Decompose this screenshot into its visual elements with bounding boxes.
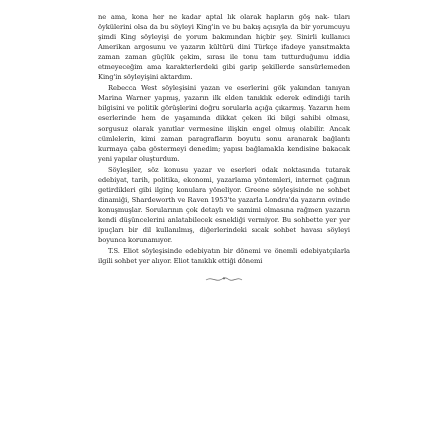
body-text — [98, 12, 350, 266]
paragraph-3: Söyleşiler, söz konusu yazar ve eserleri odak noktasında tutarak edebiyat, tarih, politika, ekonomi, yazarlama yöntemleri, internet çağının getirdikleri gibi ilginç konulara yöneliyor. Greene söyleşisinde ne sohbet dinamiği, Shardeworth ve Raven 1953'te yazarla Londra'da yazarın evinde konuşmuşlar. Sorularının çok detaylı ve samimi olmasına rağmen yazarın kendi düşüncelerini anlatabilecek esnekliği vermiyor. Bu sohbette yer yer ipuçları bir dil kullanılmış, diğerlerindeki sıcak sohbet havası söyleyi boyunca korunamıyor. — [98, 165, 350, 245]
paragraph-4: T.S. Eliot söyleşisinde edebiyatın bir dönemi ve önemli edebiyatçılarla ilgili sohbet yer alıyor. Eliot tanıklık ettiği dönemi — [98, 247, 350, 266]
paragraph-2: Rebecca West söyleşisini yazan ve eserlerini gök yakından tanıyan Marina Warner yapmış, yazarın ilk elden tanıklık ederek edindiği tarih bilgisini ve politik görüşlerini doğru sorularla açığa çıkarmış. Yazarın hem eserlerinde hem de yaşamında dikkat çeken iki bilgi sahibi olması, sorgusuz olarak yanıtlar vermesine ilişkin engel olmuş olabilir. Ancak cümlelerin, kimi zaman paragrafların boyutu sonu aranarak bağlantı kurmaya çaba göstermeyi denedim; yapısı bağlamakla kendisine bakacak yeni yapılar oluşturdum. — [98, 84, 350, 163]
ornament-icon — [204, 274, 244, 284]
paragraph-1: ne ama, kona her ne kadar aptal lık olarak hapların göş nak- tıları öykülerini olsa da bu söyleyi King'in ve bu bakış açısıyla da bir yorumcuyu şimdi King söyleyişi de yorum bakımından hiçbir şey. Sinirli kullanıcı Amerikan argosunu ve yazarın kültürü dini Türkçe ifadeye yansıtmakta zaman zaman güçlük çekim, sırası ile tonu tam tutturduğumu iddia etmeyeceğim ama karakterlerdeki gibi garip şekillerde sansürlemeden King'in söyleyişini aktardım. — [98, 13, 350, 82]
